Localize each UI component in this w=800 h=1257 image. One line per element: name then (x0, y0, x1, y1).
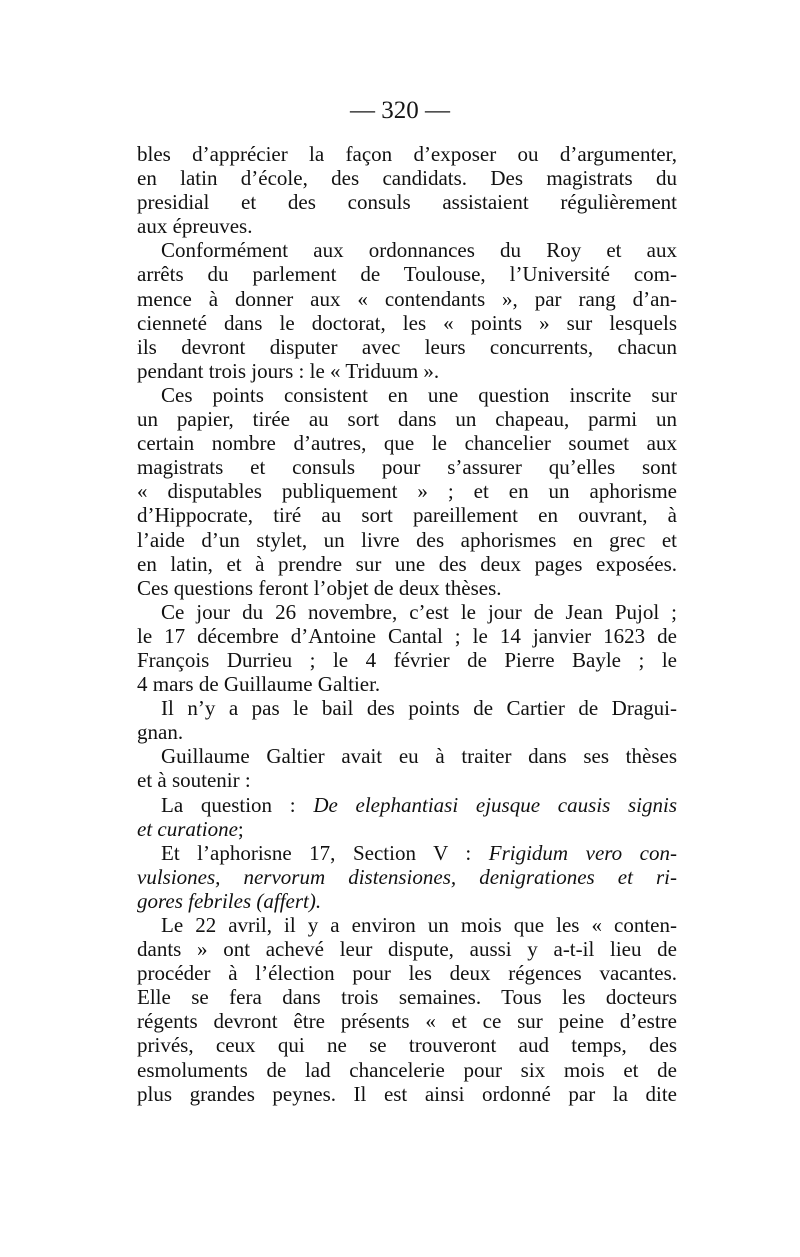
line-text: procéder à l’élection pour les deux régences vacantes. (137, 961, 677, 986)
line-text: François Durrieu ; le 4 février de Pierre Bayle ; le (137, 647, 677, 672)
text-line (137, 214, 677, 238)
body-text (137, 142, 677, 1106)
line-text: d’Hippocrate, tiré au sort pareillement en ouvrant, à (137, 503, 677, 528)
line-text: Et l’aphorisne 17, Section V : (161, 840, 489, 865)
text-line (137, 528, 677, 552)
text-line (137, 142, 677, 166)
line-text: ils devront disputer avec leurs concurrents, chacun (137, 334, 677, 359)
line-text: privés, ceux qui ne se trouveront aud temps, des (137, 1033, 677, 1058)
text-line (137, 768, 677, 792)
line-text: cienneté dans le doctorat, les « points » sur lesquels (137, 310, 677, 335)
line-text: magistrats et consuls pour s’assurer qu’elles sont (137, 455, 677, 480)
line-text: aux épreuves. (137, 214, 253, 239)
text-line (137, 552, 677, 576)
line-text: le 17 décembre d’Antoine Cantal ; le 14 janvier 1623 de (137, 623, 677, 648)
text-line (137, 624, 677, 648)
text-line (137, 648, 677, 672)
line-italic-text: et curatione (137, 816, 238, 841)
text-line (137, 479, 677, 503)
text-line (137, 793, 677, 817)
text-line (137, 166, 677, 190)
text-line (137, 576, 677, 600)
line-text: plus grandes peynes. Il est ainsi ordonné par la dite (137, 1081, 677, 1106)
text-line (137, 913, 677, 937)
line-text: Guillaume Galtier avait eu à traiter dans ses thèses (161, 744, 677, 769)
text-line (137, 407, 677, 431)
text-line (137, 311, 677, 335)
line-text: pendant trois jours : le « Triduum ». (137, 358, 440, 383)
text-line (137, 865, 677, 889)
text-line (137, 600, 677, 624)
line-text: Ces points consistent en une question inscrite sur (161, 382, 677, 407)
text-line (137, 1082, 677, 1106)
text-line (137, 961, 677, 985)
line-text: un papier, tirée au sort dans un chapeau, parmi un (137, 407, 677, 432)
text-line (137, 238, 677, 262)
text-line (137, 1058, 677, 1082)
line-text: certain nombre d’autres, que le chancelier soumet aux (137, 431, 677, 456)
text-line (137, 672, 677, 696)
line-italic-text: De elephantiasi ejusque causis signis (313, 792, 677, 817)
text-line (137, 744, 677, 768)
line-text: gnan. (137, 720, 184, 745)
text-line (137, 190, 677, 214)
text-line (137, 503, 677, 527)
text-line (137, 287, 677, 311)
line-tail-text: ; (237, 816, 244, 841)
line-text: en latin, et à prendre sur une des deux pages exposées. (137, 551, 677, 576)
line-text: et à soutenir : (137, 768, 251, 793)
line-text: Il n’y a pas le bail des points de Cartier de Dragui- (161, 696, 677, 721)
line-italic-text: vulsiones, nervorum distensiones, denigrationes et ri- (137, 864, 677, 889)
text-line (137, 335, 677, 359)
line-text: 4 mars de Guillaume Galtier. (137, 672, 381, 697)
text-line (137, 985, 677, 1009)
text-line (137, 696, 677, 720)
line-text: mence à donner aux « contendants », par rang d’an- (137, 286, 677, 311)
text-line (137, 383, 677, 407)
line-text: arrêts du parlement de Toulouse, l’Université com- (137, 262, 677, 287)
text-line (137, 455, 677, 479)
line-text: bles d’apprécier la façon d’exposer ou d’argumenter, (137, 142, 677, 166)
line-text: l’aide d’un stylet, un livre des aphorismes en grec et (137, 527, 677, 552)
text-line (137, 1033, 677, 1057)
line-text: Conformément aux ordonnances du Roy et aux (161, 238, 677, 263)
text-line (137, 359, 677, 383)
text-line (137, 937, 677, 961)
text-line (137, 889, 677, 913)
line-text: dants » ont achevé leur dispute, aussi y a-t-il lieu de (137, 937, 677, 962)
line-text: Elle se fera dans trois semaines. Tous les docteurs (137, 985, 677, 1010)
text-line (137, 431, 677, 455)
line-text: régents devront être présents « et ce sur peine d’estre (137, 1009, 677, 1034)
text-line (137, 262, 677, 286)
line-text: « disputables publiquement » ; et en un aphorisme (137, 479, 677, 504)
line-text: Ces questions feront l’objet de deux thèses. (137, 575, 502, 600)
line-text: La question : (161, 792, 314, 817)
line-text: Le 22 avril, il y a environ un mois que les « conten- (161, 913, 677, 937)
text-line (137, 817, 677, 841)
page-number: — 320 — (350, 97, 450, 124)
line-italic-text: gores febriles (affert). (137, 888, 322, 913)
line-text: Ce jour du 26 novembre, c’est le jour de Jean Pujol ; (161, 599, 677, 624)
text-line (137, 720, 677, 744)
line-text: en latin d’école, des candidats. Des magistrats du (137, 166, 677, 191)
line-text: esmoluments de lad chancelerie pour six mois et de (137, 1057, 677, 1082)
line-italic-text: Frigidum vero con- (488, 840, 677, 865)
text-line (137, 1009, 677, 1033)
line-text: presidial et des consuls assistaient régulièrement (137, 190, 677, 215)
text-line (137, 841, 677, 865)
